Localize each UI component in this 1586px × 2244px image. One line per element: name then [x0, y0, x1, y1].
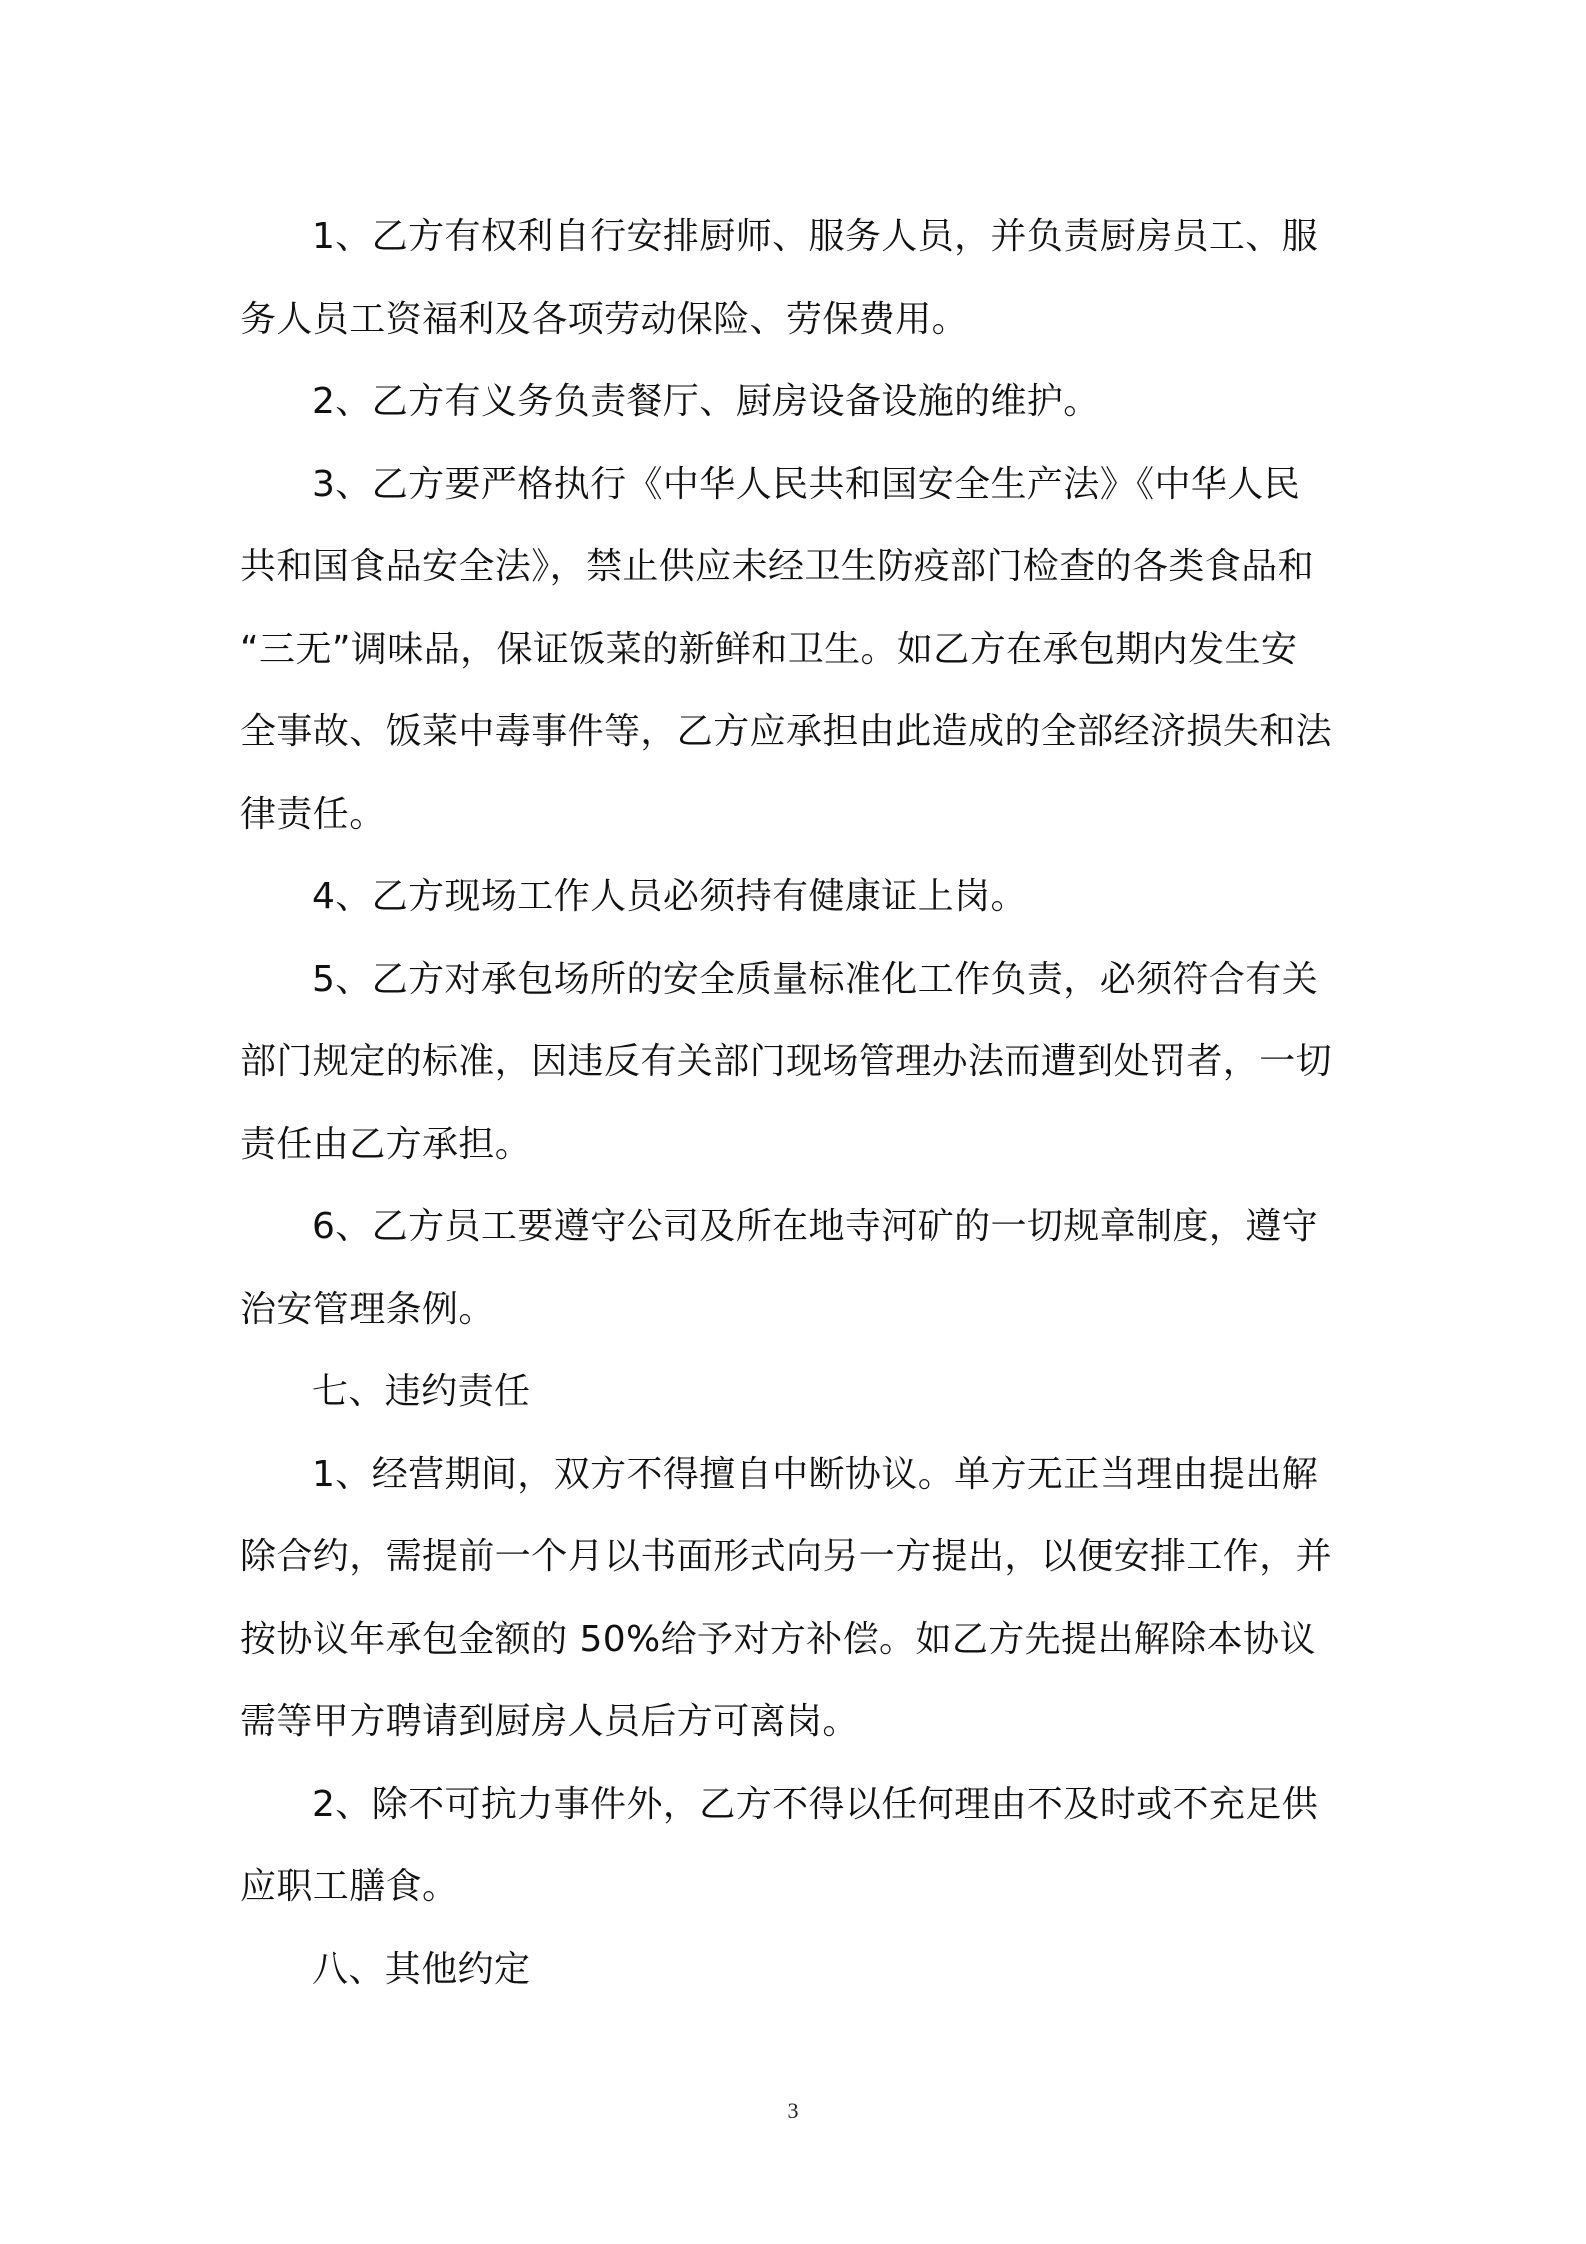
text-line: “三无”调味品，保证饭菜的新鲜和卫生。如乙方在承包期内发生安: [240, 628, 1298, 670]
text-line: 除合约，需提前一个月以书面形式向另一方提出，以便安排工作，并: [240, 1536, 1333, 1577]
paragraph-item-6: [240, 1186, 1350, 1351]
paragraph-breach-2: [240, 1764, 1350, 1929]
page-number: 3: [787, 2098, 799, 2123]
paragraph-breach-1: [240, 1434, 1350, 1764]
text-line: 4、乙方现场工作人员必须持有健康证上岗。: [312, 876, 1027, 917]
text-line: 责任由乙方承担。: [240, 1123, 532, 1165]
paragraph-item-4: [240, 856, 1350, 939]
paragraph-item-3: [240, 444, 1350, 857]
text-line: 需等甲方聘请到厨房人员后方可离岗。: [240, 1701, 859, 1742]
text-line: 全事故、饭菜中毒事件等，乙方应承担由此造成的全部经济损失和法: [240, 711, 1333, 752]
text-line: 按协议年承包金额的 50%给予对方补偿。如乙方先提出解除本协议: [240, 1618, 1316, 1660]
text-line: 治安管理条例。: [240, 1288, 495, 1330]
text-line: 5、乙方对承包场所的安全质量标准化工作负责，必须符合有关: [312, 958, 1319, 1000]
paragraph-item-2: [240, 361, 1350, 444]
text-line: 应职工膳食。: [240, 1866, 459, 1907]
text-line: 2、除不可抗力事件外，乙方不得以任何理由不及时或不充足供: [312, 1783, 1319, 1825]
text-line: 共和国食品安全法》，禁止供应未经卫生防疫部门检查的各类食品和: [240, 546, 1315, 587]
text-line: 6、乙方员工要遵守公司及所在地寺河矿的一切规章制度，遵守: [312, 1206, 1319, 1247]
text-line: 部门规定的标准，因违反有关部门现场管理办法而遭到处罚者，一切: [240, 1041, 1333, 1082]
text-line: 八、其他约定: [312, 1948, 531, 1990]
section-heading-breach: [240, 1351, 1350, 1434]
text-line: 1、乙方有权利自行安排厨师、服务人员，并负责厨房员工、服: [312, 216, 1319, 257]
text-line: 3、乙方要严格执行《中华人民共和国安全生产法》《中华人民: [312, 463, 1301, 505]
paragraph-item-5: [240, 939, 1350, 1187]
text-line: 务人员工资福利及各项劳动保险、劳保费用。: [240, 298, 969, 340]
text-line: 1、经营期间，双方不得擅自中断协议。单方无正当理由提出解: [312, 1453, 1319, 1495]
section-heading-other: [240, 1929, 1350, 2012]
paragraph-item-1: [240, 196, 1350, 361]
text-line: 律责任。: [240, 793, 386, 835]
document-body: [240, 196, 1350, 2011]
text-line: 七、违约责任: [312, 1371, 531, 1412]
text-line: 2、乙方有义务负责餐厅、厨房设备设施的维护。: [312, 381, 1100, 422]
